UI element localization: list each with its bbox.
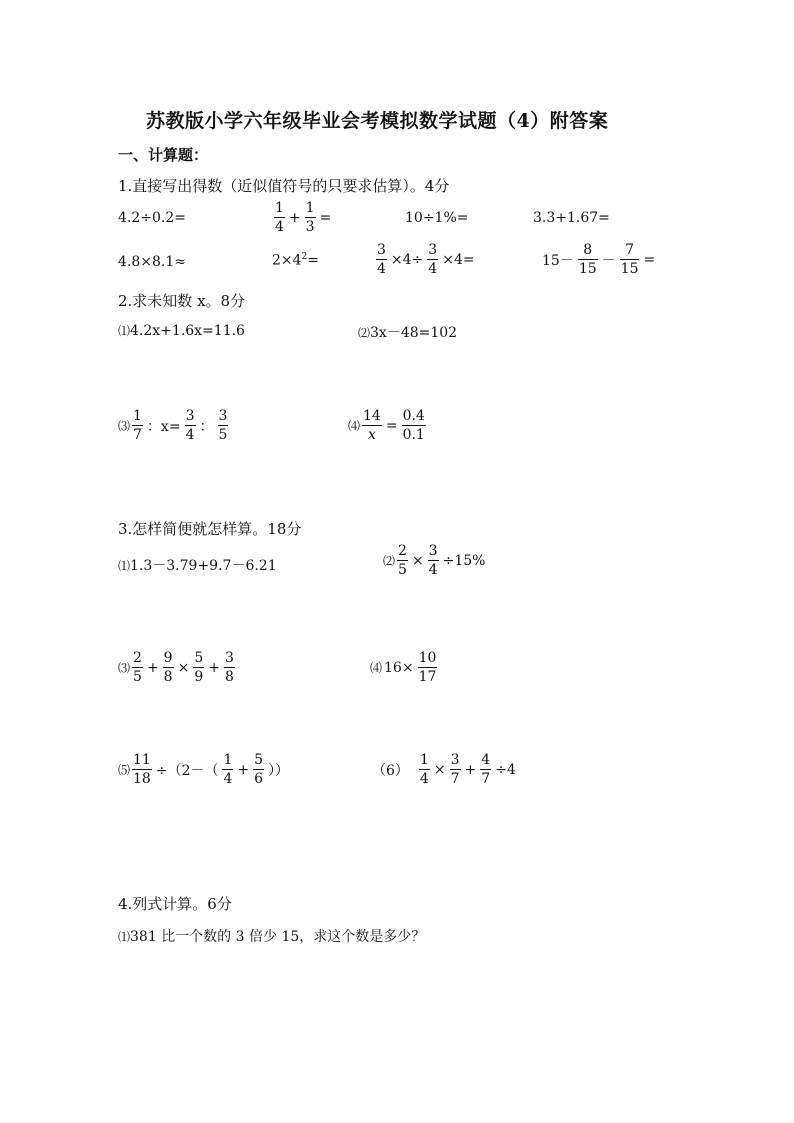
- operator: ×: [433, 761, 446, 778]
- operator: +: [208, 659, 220, 676]
- operator: ×: [177, 659, 190, 676]
- q2-item-1: [118, 322, 245, 339]
- q3-item-5: [118, 752, 291, 787]
- denominator: 3: [305, 219, 315, 235]
- numerator: 5: [194, 650, 204, 666]
- numerator: 8: [583, 242, 593, 258]
- exponent: 2: [301, 252, 308, 262]
- denominator: 5: [398, 562, 407, 578]
- numerator: 3: [185, 408, 195, 424]
- item-number: ⑴: [118, 324, 131, 338]
- item-number: ⑵: [358, 326, 371, 340]
- operator: 15－: [542, 252, 574, 269]
- numerator: 1: [223, 752, 233, 768]
- denominator: 4: [377, 261, 386, 277]
- fraction: [274, 200, 285, 235]
- numerator: 0.4: [402, 408, 425, 424]
- numerator: 3: [218, 408, 228, 424]
- section-heading: 一、计算题：: [118, 146, 209, 164]
- item-number: ⑷: [348, 419, 361, 433]
- fraction: [305, 200, 316, 235]
- numerator: 3: [428, 543, 438, 559]
- q1-item-f: [272, 252, 319, 269]
- numerator: 1: [133, 408, 142, 424]
- q4-item-1: [118, 926, 425, 946]
- q1-item-d: 3.3+1.67=: [533, 210, 610, 226]
- question-1-heading: 1.直接写出得数（近似值符号的只要求估算）。4分: [118, 177, 450, 195]
- q1-item-b: [272, 200, 333, 235]
- q2-item-3: [118, 408, 230, 443]
- denominator: 17: [418, 669, 437, 685]
- denominator: 4: [428, 261, 438, 277]
- denominator: 9: [194, 669, 204, 685]
- q1-item-a: 4.2÷0.2=: [118, 210, 186, 226]
- fraction: [132, 752, 152, 787]
- fraction: [450, 752, 461, 787]
- numerator: 2: [133, 650, 142, 666]
- denominator: 8: [163, 669, 173, 685]
- denominator: 7: [450, 771, 460, 787]
- question-2-heading: 2.求未知数 x。8分: [118, 292, 246, 310]
- denominator: x: [367, 427, 376, 443]
- operator: +: [146, 659, 159, 676]
- numerator: 5: [254, 752, 264, 768]
- item-number: ⑷: [370, 661, 383, 675]
- denominator: 15: [578, 261, 597, 277]
- question-4-heading: 4.列式计算。6分: [118, 895, 232, 913]
- denominator: 4: [223, 771, 233, 787]
- numerator: 7: [625, 242, 635, 258]
- fraction: [427, 242, 438, 277]
- operator: ÷15%: [442, 552, 486, 569]
- numerator: 1: [419, 752, 429, 768]
- denominator: 6: [254, 771, 264, 787]
- fraction: [193, 650, 204, 685]
- fraction: [253, 752, 264, 787]
- q3-item-3: [118, 650, 237, 685]
- fraction: [397, 543, 408, 578]
- denominator: 4: [275, 219, 284, 235]
- question-3-heading: 3.怎样简便就怎样算。18分: [118, 520, 302, 538]
- operator: =: [643, 251, 656, 268]
- fraction: [480, 752, 491, 787]
- fraction: [224, 650, 235, 685]
- fraction: [578, 242, 598, 277]
- denominator: 4: [419, 771, 429, 787]
- fraction: [163, 650, 174, 685]
- numerator: 14: [363, 408, 381, 424]
- numerator: 10: [418, 650, 437, 666]
- q3-item-4: [370, 650, 439, 685]
- q2-item-4: [348, 408, 428, 443]
- fraction: [362, 408, 382, 443]
- item-number: ⑴: [118, 559, 131, 573]
- denominator: 15: [620, 261, 639, 277]
- denominator: 5: [133, 669, 142, 685]
- operator: －: [601, 252, 616, 269]
- fraction: [132, 408, 143, 443]
- numerator: 4: [481, 752, 491, 768]
- operator: ÷（2－（: [155, 762, 219, 779]
- item-number: ⑵: [383, 554, 396, 568]
- denominator: 18: [133, 771, 151, 787]
- q2-item-2: [358, 322, 457, 342]
- expression: 3x－48=102: [370, 325, 458, 341]
- operator: +: [237, 761, 250, 778]
- item-number: ⑶: [118, 419, 131, 433]
- denominator: 4: [428, 562, 438, 578]
- denominator: 7: [133, 427, 142, 443]
- numerator: 1: [305, 200, 315, 216]
- denominator: 5: [218, 427, 228, 443]
- q1-item-g: [374, 242, 477, 277]
- operator: +: [464, 761, 477, 778]
- fraction: [222, 752, 233, 787]
- expression: 4.2x+1.6x=11.6: [130, 323, 245, 339]
- operator: =: [307, 252, 320, 269]
- fraction: [132, 650, 143, 685]
- numerator: 2: [398, 543, 407, 559]
- q3-item-2: [383, 543, 487, 578]
- page-title: 苏教版小学六年级毕业会考模拟数学试题（4）附答案: [146, 110, 609, 132]
- q1-item-h: [540, 242, 657, 277]
- expression: 1.3－3.79+9.7－6.21: [130, 558, 277, 574]
- operator: ））: [268, 762, 290, 779]
- fraction: [218, 408, 229, 443]
- expression: 2×4: [272, 252, 302, 269]
- denominator: 4: [185, 427, 195, 443]
- operator: ×: [411, 552, 424, 569]
- item-number: ⑸: [118, 763, 131, 777]
- operator: ÷4: [495, 761, 516, 778]
- denominator: 0.1: [402, 427, 425, 443]
- denominator: 7: [481, 771, 491, 787]
- operator: +: [288, 209, 301, 226]
- operator: =: [319, 209, 332, 226]
- numerator: 3: [224, 650, 234, 666]
- q1-item-c: 10÷1%=: [405, 210, 469, 226]
- operator: 16×: [384, 659, 414, 676]
- operator: ×4÷: [390, 251, 424, 268]
- problem-text: 381 比一个数的 3 倍少 15，求这个数是多少？: [130, 929, 426, 945]
- operator: ：x=: [146, 418, 181, 435]
- fraction: [620, 242, 640, 277]
- operator: ：: [199, 418, 214, 435]
- operator: =: [385, 417, 398, 434]
- item-number: （6）: [372, 762, 409, 779]
- item-number: ⑶: [118, 661, 131, 675]
- q1-item-e: 4.8×8.1≈: [118, 254, 186, 270]
- numerator: 1: [275, 200, 284, 216]
- fraction: [402, 408, 426, 443]
- denominator: 8: [224, 669, 234, 685]
- q3-item-1: [118, 555, 277, 575]
- fraction: [418, 650, 438, 685]
- numerator: 9: [163, 650, 173, 666]
- numerator: 3: [377, 242, 386, 258]
- fraction: [419, 752, 430, 787]
- item-number: ⑴: [118, 930, 131, 944]
- operator: ×4=: [442, 251, 475, 268]
- fraction: [185, 408, 196, 443]
- numerator: 3: [428, 242, 438, 258]
- fraction: [428, 543, 439, 578]
- q3-item-6: [370, 752, 518, 787]
- fraction: [376, 242, 387, 277]
- numerator: 11: [133, 752, 151, 768]
- numerator: 3: [450, 752, 460, 768]
